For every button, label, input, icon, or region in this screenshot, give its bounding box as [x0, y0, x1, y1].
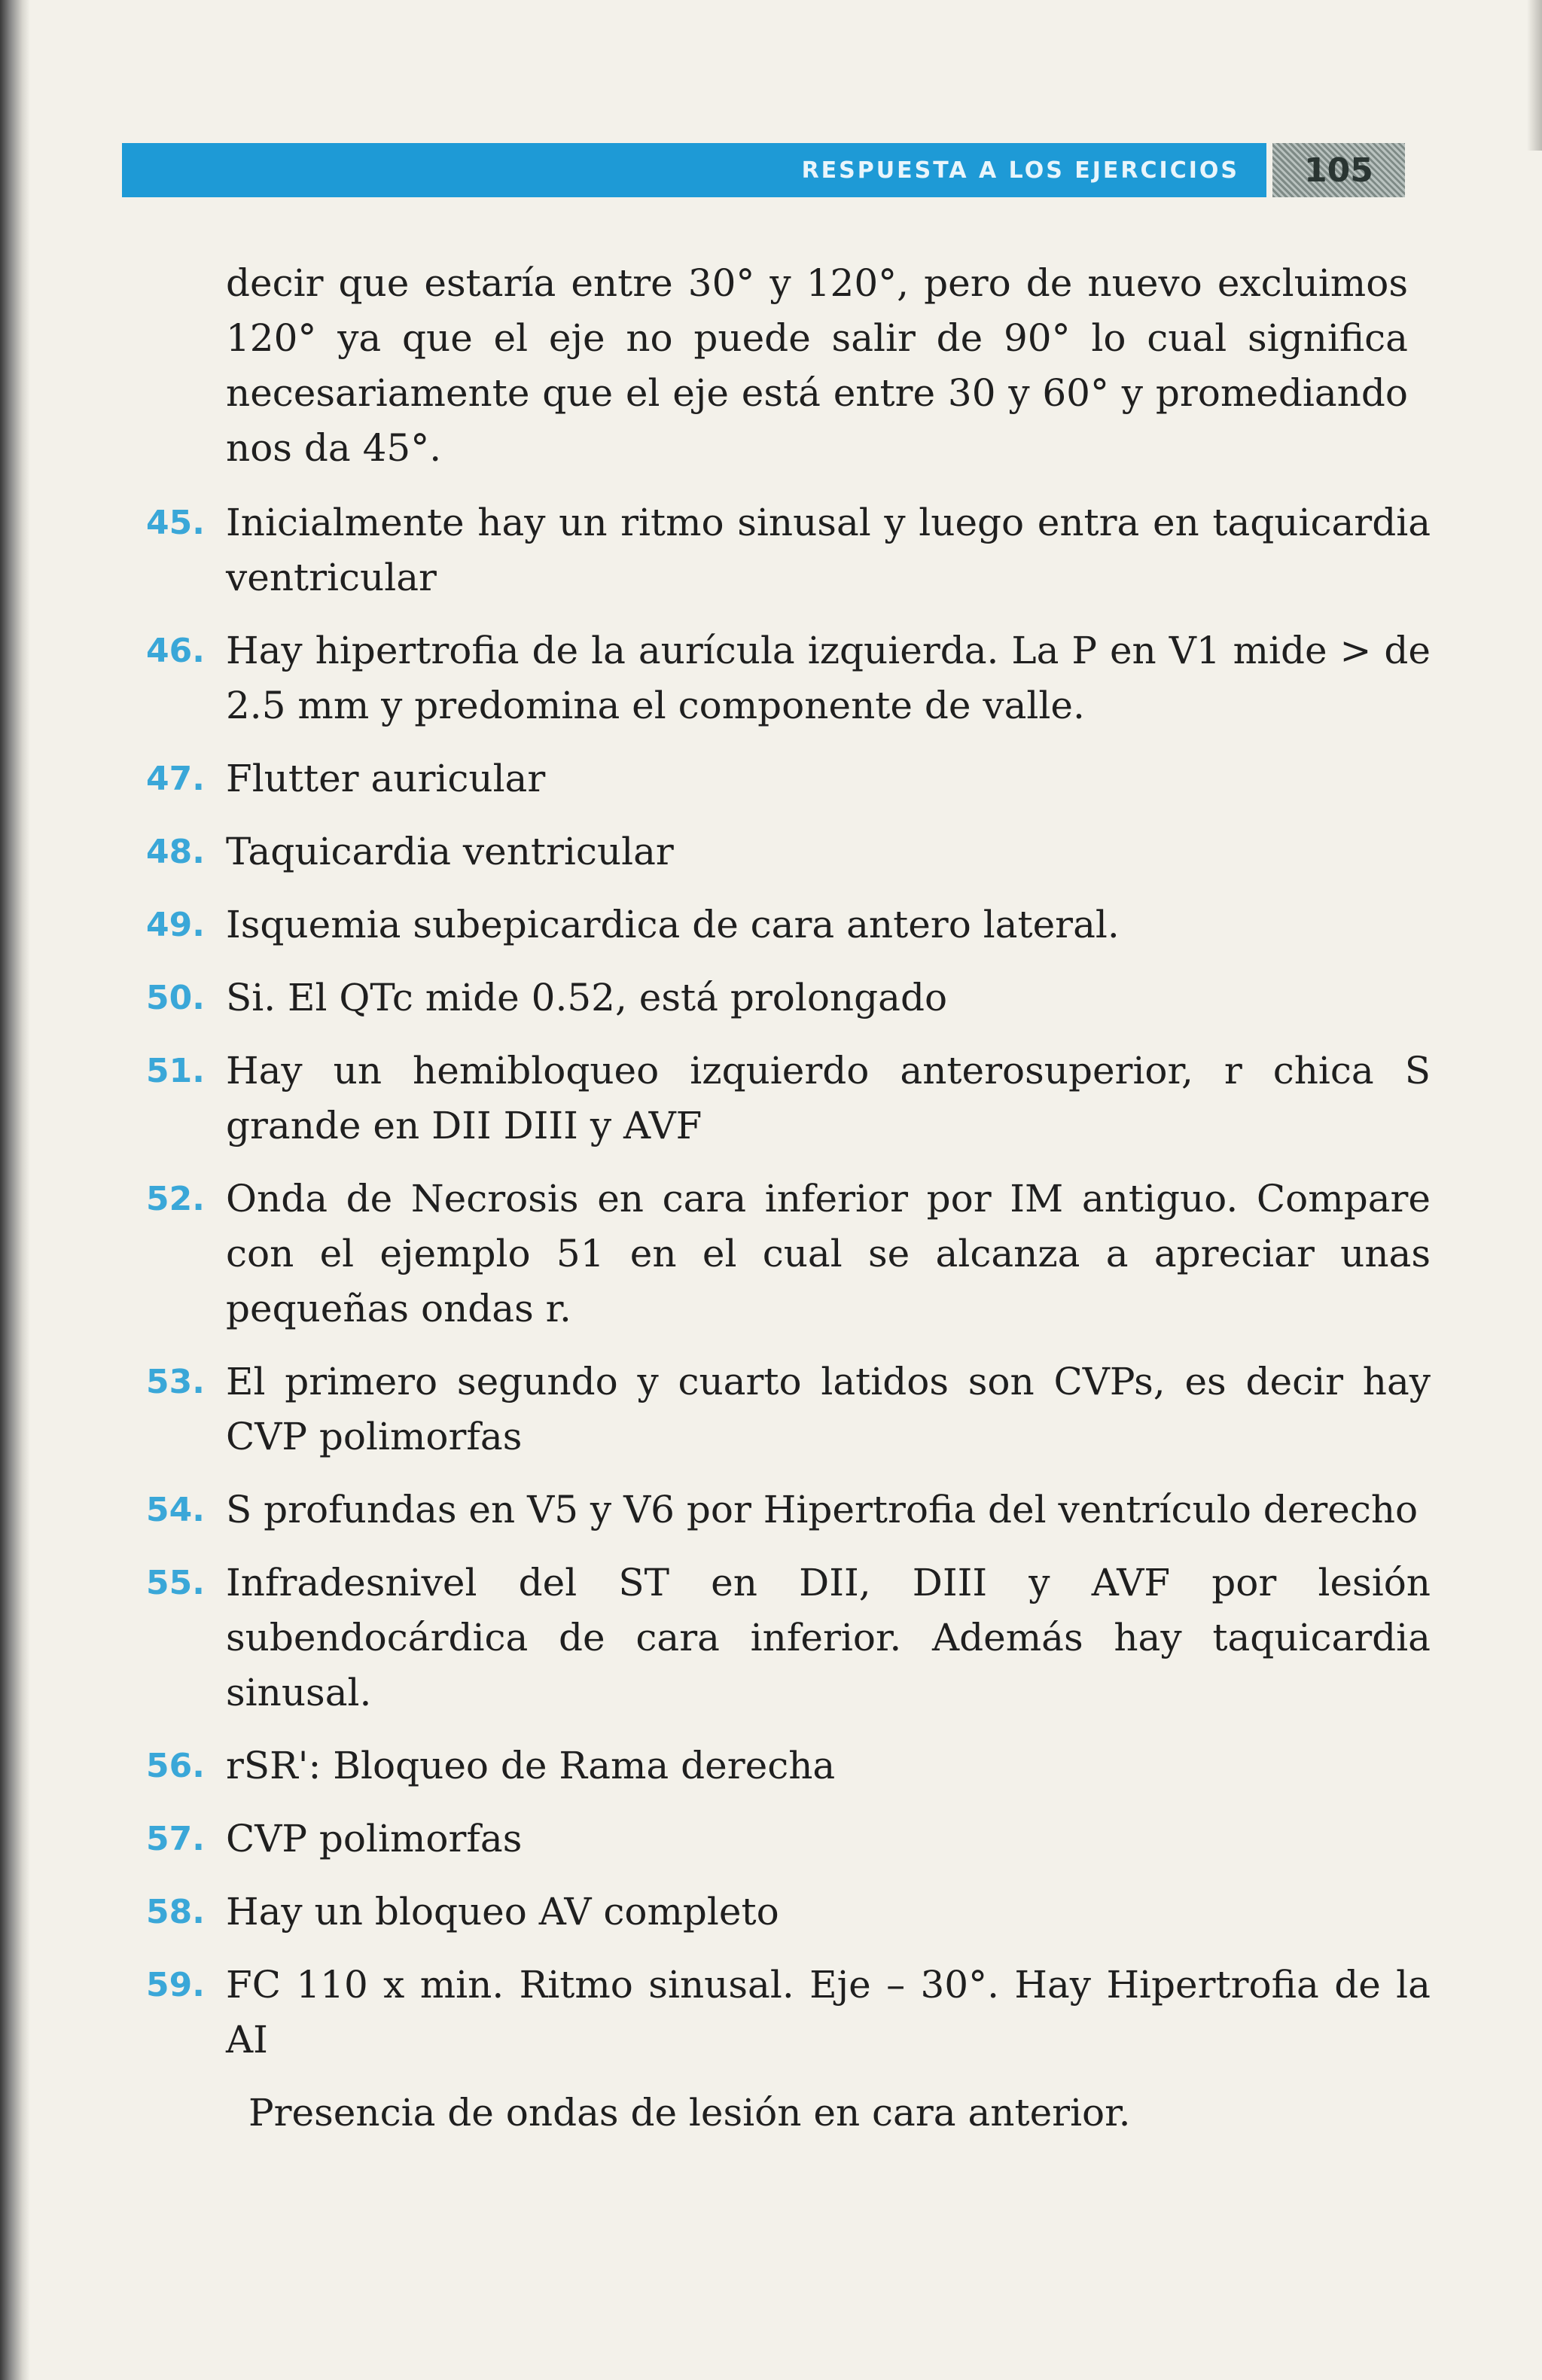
section-header-bar: [122, 143, 1266, 197]
answer-text: rSR': Bloqueo de Rama derecha: [226, 1744, 836, 1787]
closing-paragraph: Presencia de ondas de lesión en cara anterior.: [248, 2091, 1131, 2135]
answer-item-59: [146, 1958, 1431, 2068]
answer-text: Infradesnivel del ST en DII, DIII y AVF por lesión subendocárdica de cara inferior. Además hay taquicardia sinusal.: [226, 1561, 1431, 1714]
answer-number: 58.: [146, 1893, 205, 1931]
answer-text: Flutter auricular: [226, 757, 546, 800]
answer-text: CVP polimorfas: [226, 1817, 523, 1860]
answer-item-58: [146, 1885, 1431, 1940]
answer-number: 51.: [146, 1052, 205, 1090]
answer-text: Si. El QTc mide 0.52, está prolongado: [226, 976, 948, 1019]
answer-number: 56.: [146, 1747, 205, 1785]
answer-text: Onda de Necrosis en cara inferior por IM antiguo. Compare con el ejemplo 51 en el cual se alcanza a apreciar unas pequeñas ondas r.: [226, 1177, 1431, 1330]
page-number-box: [1272, 143, 1405, 197]
answer-item-50: [146, 971, 1431, 1025]
answer-number: 59.: [146, 1966, 205, 2004]
answer-number: 48.: [146, 833, 205, 871]
answer-text: Hay un hemibloqueo izquierdo anterosuperior, r chica S grande en DII DIII y AVF: [226, 1049, 1431, 1147]
section-header-title: RESPUESTA A LOS EJERCICIOS: [801, 157, 1239, 184]
answer-item-56: [146, 1739, 1431, 1793]
answer-item-53: [146, 1355, 1431, 1464]
answer-number: 45.: [146, 504, 205, 542]
answer-item-45: [146, 495, 1431, 605]
page-gutter-shadow: [0, 0, 30, 2380]
answer-item-47: [146, 751, 1431, 806]
answer-number: 46.: [146, 632, 205, 670]
answer-text: FC 110 x min. Ritmo sinusal. Eje – 30°. Hay Hipertrofia de la AI: [226, 1963, 1431, 2062]
answer-item-48: [146, 824, 1431, 879]
answer-text: Isquemia subepicardica de cara antero lateral.: [226, 903, 1120, 946]
answer-item-55: [146, 1556, 1431, 1720]
answer-text: Taquicardia ventricular: [226, 830, 674, 873]
answer-item-54: [146, 1483, 1431, 1537]
answer-item-49: [146, 897, 1431, 952]
answer-item-46: [146, 623, 1431, 733]
page-number: 105: [1304, 151, 1373, 190]
answer-item-52: [146, 1172, 1431, 1336]
intro-paragraph: decir que estaría entre 30° y 120°, pero de nuevo excluimos 120° ya que el eje no puede salir de 90° lo cual significa necesariamente que el eje está entre 30 y 60° y promediando nos da 45°.: [226, 261, 1408, 470]
answer-number: 53.: [146, 1363, 205, 1401]
answer-number: 47.: [146, 760, 205, 798]
answer-text: Inicialmente hay un ritmo sinusal y luego entra en taquicardia ventricular: [226, 501, 1431, 599]
answer-text: Hay hipertrofia de la aurícula izquierda. La P en V1 mide > de 2.5 mm y predomina el componente de valle.: [226, 629, 1431, 727]
answer-text: El primero segundo y cuarto latidos son CVPs, es decir hay CVP polimorfas: [226, 1360, 1431, 1458]
page-edge-shadow: [1527, 0, 1542, 151]
answer-number: 57.: [146, 1820, 205, 1858]
answer-number: 55.: [146, 1564, 205, 1602]
answer-item-51: [146, 1044, 1431, 1153]
answer-number: 50.: [146, 979, 205, 1017]
answer-number: 54.: [146, 1491, 205, 1529]
answer-item-57: [146, 1812, 1431, 1867]
answer-text: S profundas en V5 y V6 por Hipertrofia del ventrículo derecho: [226, 1488, 1419, 1531]
page-content: [146, 256, 1431, 2141]
answer-number: 52.: [146, 1180, 205, 1218]
answer-text: Hay un bloqueo AV completo: [226, 1890, 779, 1934]
answer-number: 49.: [146, 906, 205, 944]
